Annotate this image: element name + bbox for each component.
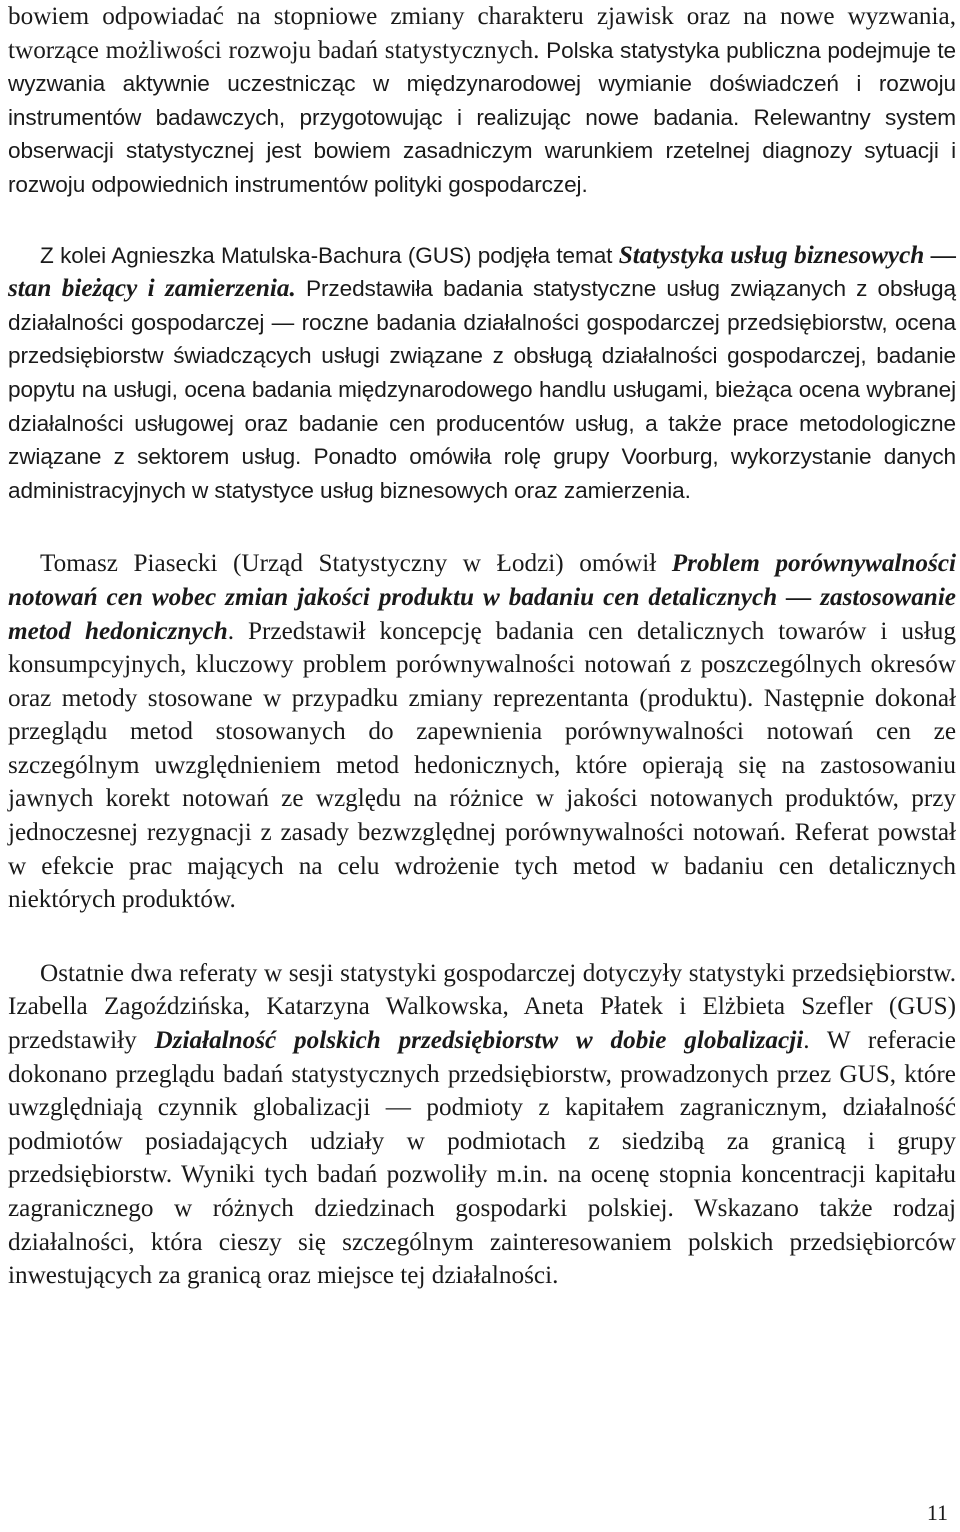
page-number: 11 [926,1500,948,1525]
paragraph-1 [8,0,956,202]
paragraph-2-title: Statystyka usług biznesowych — stan bieżący i zamierzenia. [8,241,957,303]
paragraph-3-text-a: Tomasz Piasecki (Urząd Statystyczny w Łodzi) omówił [40,550,672,578]
paragraph-2 [8,239,956,508]
paragraph-4-text-a: Ostatnie dwa referaty w sesji statystyki gospodarczej dotyczyły statystyki przedsiębiorstw. Izabella Zagoździńska, Katarzyna Walkowska, Aneta Płatek i Elżbieta Szefler (GUS) przedstawiły [8,959,956,1055]
paragraph-spacer [8,917,956,957]
paragraph-3-title: Problem porównywalności notowań cen wobec zmian jakości produktu w badaniu cen detalicznych — zastosowanie metod hedonicznych [8,550,956,645]
document-page [8,0,956,1293]
paragraph-4 [8,957,956,1293]
paragraph-3-text-b: . Przedstawił koncepcję badania cen detalicznych towarów i usług konsumpcyjnych, kluczowy problem porównywalności notowań z poszczególnych okresów oraz metody stosowane w przypadku zmiany reprezentanta (produktu). Następnie dokonał przeglądu metod stosowanych do zapewnienia porównywalności notowań cen ze szczególnym uwzględnieniem metod hedonicznych, które opierają się na zastosowaniu jawnych korekt notowań ze względu na różnice w jakości notowanych produktów, przy jednoczesnej rezygnacji z zasady bezwzględnej porównywalności notowań. Referat powstał w efekcie prac mających na celu wdrożenie tych metod w badaniu cen detalicznych niektórych produktów. [8,617,956,914]
paragraph-2-text-b: Przedstawiła badania statystyczne usług związanych z obsługą działalności gospodarczej — roczne badania działalności gospodarczej przedsiębiorstw, ocena przedsiębiorstw świadczących usługi związane z obsługą działalności gospodarczej, badanie popytu na usługi, ocena badania międzynarodowego handlu usługami, bieżąca ocena wybranej działalności usługowej oraz badanie cen producentów usług, a także prace metodologiczne związane z sektorem usług. Ponadto omówiła rolę grupy Voorburg, wykorzystanie danych administracyjnych w statystyce usług biznesowych oraz zamierzenia. [8,276,956,503]
paragraph-spacer [8,202,956,239]
paragraph-4-title: Działalność polskich przedsiębiorstw w dobie globalizacji [154,1027,804,1055]
paragraph-4-text-b: . W referacie dokonano przeglądu badań statystycznych przedsiębiorstw, prowadzonych przez GUS, które uwzględniają czynnik globalizacji — podmioty z kapitałem zagranicznym, działalność podmiotów posiadających udziały w podmiotach z siedzibą za granicą i grupy przedsiębiorstw. Wyniki tych badań pozwoliły m.in. na ocenę stopnia koncentracji kapitału zagranicznego w różnych dziedzinach gospodarki polskiej. Wskazano także rodzaj działalności, która cieszy się szczególnym zainteresowaniem polskich przedsiębiorców inwestujących za granicą oraz miejsce tej działalności. [8,1027,956,1290]
paragraph-3 [8,547,956,917]
paragraph-1-text-a: bowiem odpowiadać na stopniowe zmiany charakteru zjawisk oraz na nowe wyzwania, tworzące możliwości rozwoju badań statystycznych. [8,3,956,64]
paragraph-1-text-b: Polska statystyka publiczna podejmuje te wyzwania aktywnie uczestnicząc w międzynarodowej wymianie doświadczeń i rozwoju instrumentów badawczych, przygotowując i realizując nowe badania. Relewantny system obserwacji statystycznej jest bowiem zasadniczym warunkiem rzetelnej diagnozy sytuacji i rozwoju odpowiednich instrumentów polityki gospodarczej. [8,37,956,197]
paragraph-spacer [8,507,956,547]
paragraph-2-text-a: Z kolei Agnieszka Matulska-Bachura (GUS) podjęła temat [40,242,619,268]
